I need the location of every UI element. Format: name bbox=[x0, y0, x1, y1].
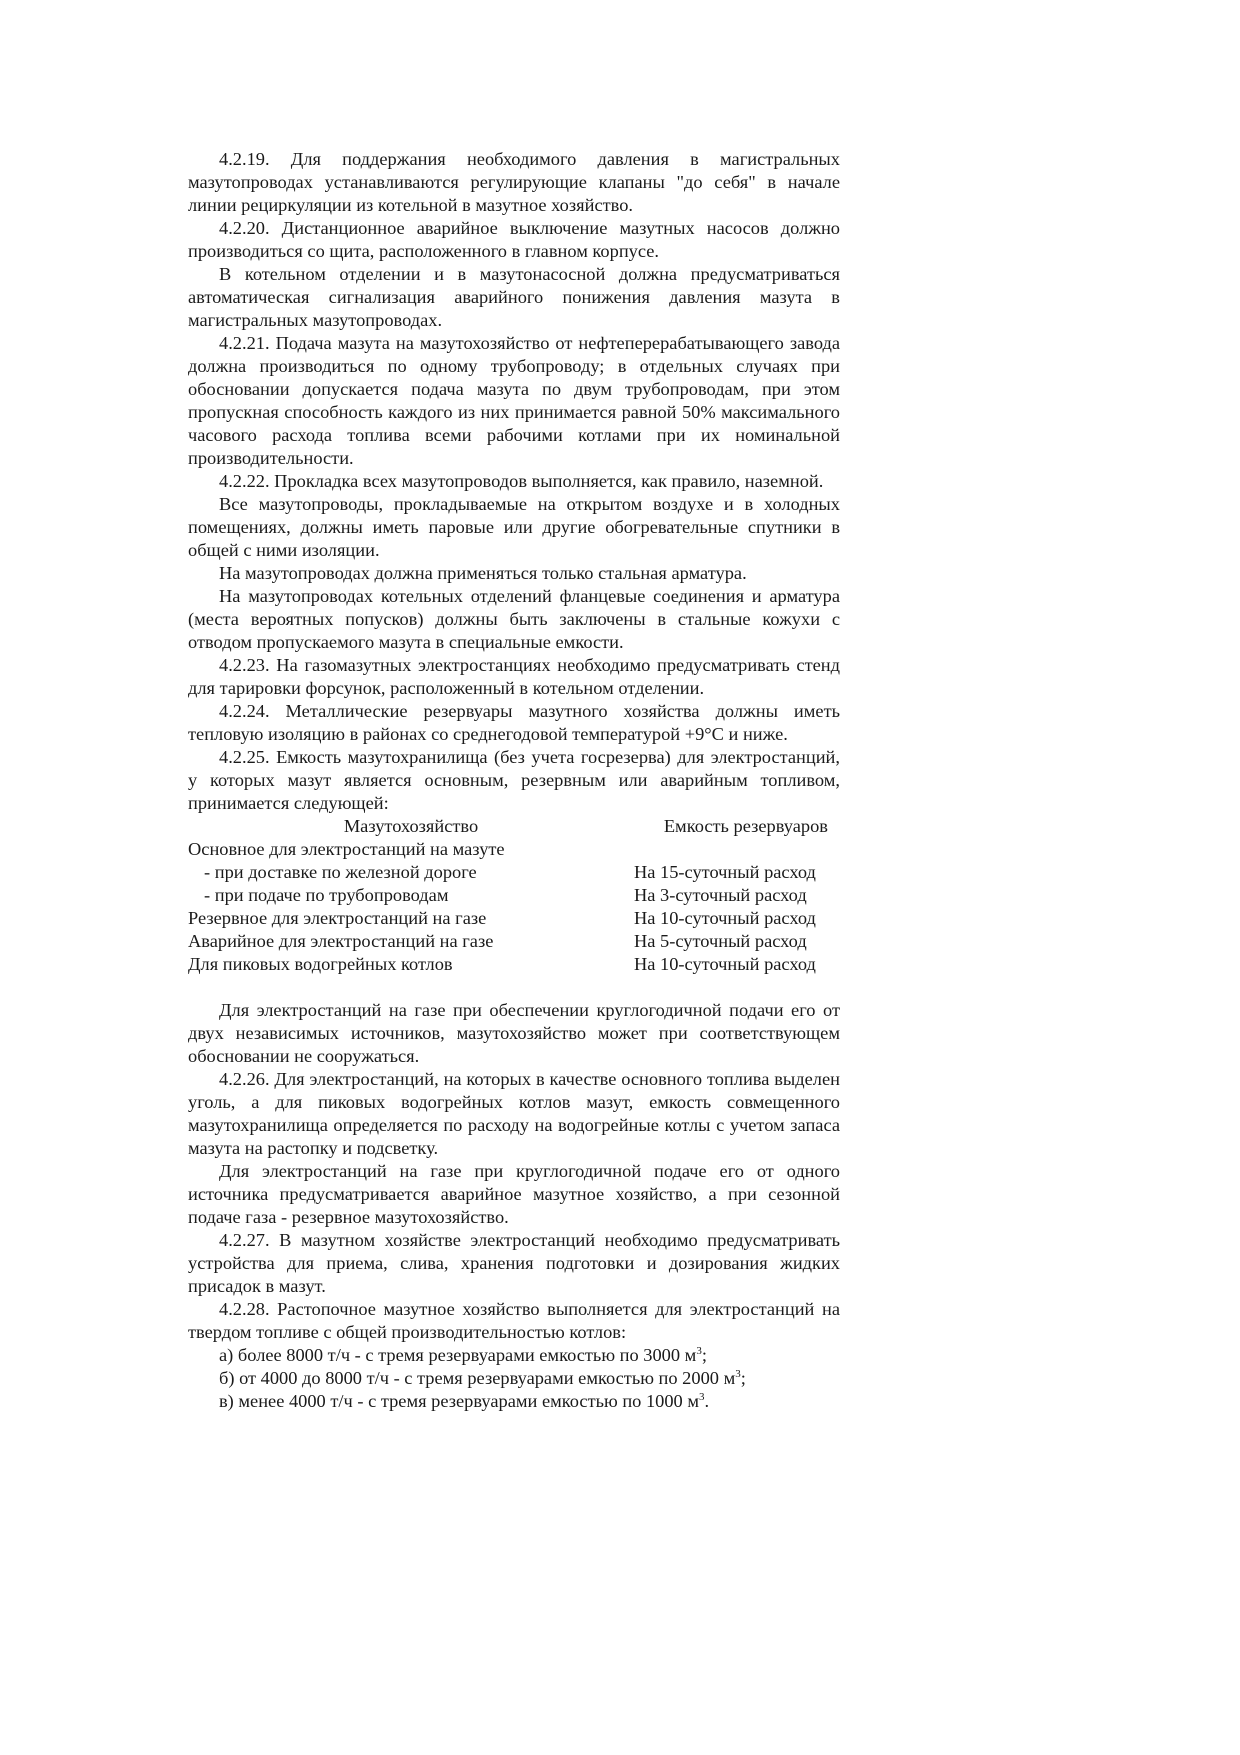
list-item-sup: 3 bbox=[735, 1368, 741, 1380]
paragraph-4-2-23: 4.2.23. На газомазутных электростанциях необходимо предусматривать стенд для тарировки форсунок, расположенный в котельном отделении. bbox=[188, 655, 840, 698]
paragraph-4-2-26: 4.2.26. Для электростанций, на которых в качестве основного топлива выделен уголь, а для пиковых водогрейных котлов мазут, емкость совмещенного мазутохранилища определяется по расходу на водогрейные котлы с учетом запаса мазута на растопку и подсветку. bbox=[188, 1069, 840, 1158]
table-row-value: На 15-суточный расход bbox=[634, 862, 816, 882]
table-row bbox=[188, 907, 840, 930]
paragraph-no-mazut-farm: Для электростанций на газе при обеспечении круглогодичной подачи его от двух независимых источников, мазутохозяйство может при соответствующем обосновании не сооружаться. bbox=[188, 1000, 840, 1066]
table-row bbox=[188, 861, 840, 884]
table-row-label: - при подаче по трубопроводам bbox=[204, 885, 449, 905]
table-row bbox=[188, 930, 840, 953]
paragraph-emergency-farm: Для электростанций на газе при круглогодичной подаче его от одного источника предусматривается аварийное мазутное хозяйство, а при сезонной подаче газа - резервное мазутохозяйство. bbox=[188, 1161, 840, 1227]
paragraph-4-2-22: 4.2.22. Прокладка всех мазутопроводов выполняется, как правило, наземной. bbox=[219, 471, 824, 491]
table-spacer bbox=[188, 976, 840, 999]
table-header-capacity: Емкость резервуаров bbox=[663, 816, 828, 836]
paragraph-4-2-25: 4.2.25. Емкость мазутохранилища (без учета госрезерва) для электростанций, у которых мазут является основным, резервным или аварийным топливом, принимается следующей: bbox=[188, 747, 840, 813]
list-item bbox=[188, 1390, 840, 1413]
paragraph-flange-casings: На мазутопроводах котельных отделений фланцевые соединения и арматура (места вероятных попусков) должны быть заключены в стальные кожухи с отводом пропускаемого мазута в специальные емкости. bbox=[188, 586, 840, 652]
list-item-sup: 3 bbox=[696, 1345, 702, 1357]
table-row-label: Для пиковых водогрейных котлов bbox=[188, 954, 453, 974]
paragraph-steel-fittings: На мазутопроводах должна применяться только стальная арматура. bbox=[219, 563, 747, 583]
paragraph-4-2-24: 4.2.24. Металлические резервуары мазутного хозяйства должны иметь тепловую изоляцию в районах со среднегодовой температурой +9°С и ниже. bbox=[188, 701, 840, 744]
table-row-value: На 10-суточный расход bbox=[634, 954, 816, 974]
table-row bbox=[188, 884, 840, 907]
paragraph-4-2-20: 4.2.20. Дистанционное аварийное выключение мазутных насосов должно производиться со щита, расположенного в главном корпусе. bbox=[188, 218, 840, 261]
table-group-label: Основное для электростанций на мазуте bbox=[188, 839, 505, 859]
list-item-text: б) от 4000 до 8000 т/ч - с тремя резервуарами емкостью по 2000 м bbox=[219, 1368, 736, 1388]
paragraph-4-2-21: 4.2.21. Подача мазута на мазутохозяйство от нефтеперерабатывающего завода должна производиться по одному трубопроводу; в отдельных случаях при обосновании допускается подача мазута по двум трубопроводам, при этом пропускная способность каждого из них принимается равной 50% максимального часового расхода топлива всеми рабочими котлами при их номинальной производительности. bbox=[188, 333, 840, 468]
paragraph-4-2-28: 4.2.28. Растопочное мазутное хозяйство выполняется для электростанций на твердом топливе с общей производительностью котлов: bbox=[188, 1299, 840, 1342]
list-item-tail: . bbox=[704, 1391, 710, 1411]
table-row-label: Резервное для электростанций на газе bbox=[188, 908, 487, 928]
list-item bbox=[188, 1367, 840, 1390]
capacity-table bbox=[188, 815, 840, 976]
table-header-facility: Мазутохозяйство bbox=[343, 816, 479, 836]
list-item-sup: 3 bbox=[698, 1391, 705, 1403]
list-item-tail: ; bbox=[701, 1345, 707, 1365]
list-item-tail: ; bbox=[740, 1368, 746, 1388]
paragraph-4-2-19: 4.2.19. Для поддержания необходимого давления в магистральных мазутопроводах устанавливаются регулирующие клапаны "до себя" в начале линии рециркуляции из котельной в мазутное хозяйство. bbox=[188, 149, 840, 215]
table-group-row bbox=[188, 838, 840, 861]
table-row-label: - при доставке по железной дороге bbox=[204, 862, 477, 882]
table-row-label: Аварийное для электростанций на газе bbox=[188, 931, 494, 951]
list-item-text: в) менее 4000 т/ч - с тремя резервуарами емкостью по 1000 м bbox=[219, 1391, 699, 1411]
table-row-value: На 5-суточный расход bbox=[634, 931, 807, 951]
document-page bbox=[188, 148, 840, 1413]
table-header-row bbox=[188, 815, 840, 838]
table-row-value: На 3-суточный расход bbox=[634, 885, 807, 905]
table-row bbox=[188, 953, 840, 976]
paragraph-4-2-27: 4.2.27. В мазутном хозяйстве электростанций необходимо предусматривать устройства для приема, слива, хранения подготовки и дозирования жидких присадок в мазут. bbox=[188, 1230, 840, 1296]
paragraph-heating-satellites: Все мазутопроводы, прокладываемые на открытом воздухе и в холодных помещениях, должны иметь паровые или другие обогревательные спутники в общей с ними изоляции. bbox=[188, 494, 840, 560]
paragraph-alarm-signal: В котельном отделении и в мазутонасосной должна предусматриваться автоматическая сигнализация аварийного понижения давления мазута в магистральных мазутопроводах. bbox=[188, 264, 840, 330]
list-item-text: а) более 8000 т/ч - с тремя резервуарами емкостью по 3000 м bbox=[219, 1345, 697, 1365]
list-item bbox=[188, 1344, 840, 1367]
table-row-value: На 10-суточный расход bbox=[634, 908, 816, 928]
